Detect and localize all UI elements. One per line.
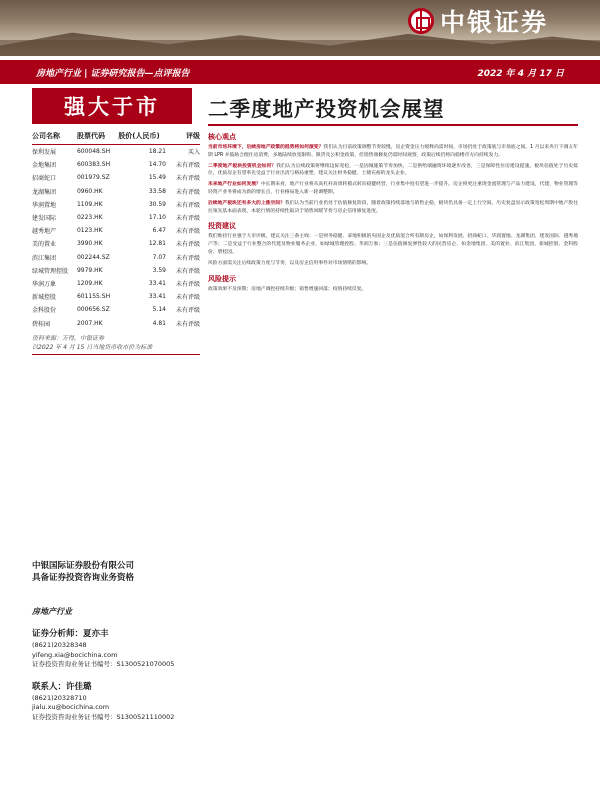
- cell-rating: 未有评级: [175, 320, 200, 328]
- industry-label: 房地产行业: [32, 607, 72, 616]
- paragraph-q2-opportunity-lead: 二季度地产板块投资机会如何？: [208, 163, 277, 169]
- analyst-1-certificate: 证券投资咨询业务证书编号：S1300521070005: [32, 660, 175, 668]
- analyst-1-name: 证券分析师：夏亦丰: [32, 629, 109, 639]
- cell-rating: 未有评级: [175, 307, 200, 315]
- table-row: [32, 171, 200, 184]
- cell-rating: 未有评级: [175, 228, 200, 236]
- cell-code: 0960.HK: [76, 187, 103, 195]
- brand-name: 中银证券: [440, 8, 549, 37]
- paragraph-investment-advice: 我们维持行业强于大市评级，建议关注三条主线：一是财务稳健、拿地积极的央国企及优质混合所有制房企，如保利发展、招商蛇口、华润置地、龙湖集团、建发国际、越秀地产等；二是受益于行业整合的代建及物业服务企业，如绿城管理控股、华润万象；三是估值修复弹性较大的民营房企，如金地集团、美的置业、滨江集团、新城控股、金科股份、碧桂园。: [208, 234, 578, 255]
- cell-company: 保利发展: [32, 149, 57, 157]
- company-name: 中银国际证券股份有限公司: [32, 561, 135, 571]
- cell-company: 华润置地: [32, 201, 57, 209]
- table-row: [32, 211, 200, 224]
- cell-code: 001979.SZ: [76, 174, 110, 182]
- cell-code: 1109.HK: [76, 200, 103, 208]
- table-row: [32, 316, 200, 329]
- table-row: [32, 251, 200, 264]
- cell-rating: 未有评级: [175, 215, 200, 223]
- table-source-line: 资料来源：万得，中银证券: [32, 334, 105, 342]
- report-date: 2022 年 4 月 17 日: [477, 68, 564, 79]
- cell-company: 建发国际: [32, 215, 57, 223]
- cell-company: 新城控股: [32, 294, 57, 302]
- cell-rating: 未有评级: [175, 162, 200, 170]
- cell-price: 33.58: [148, 187, 166, 195]
- col-header-rating: 评级: [170, 128, 200, 145]
- cell-company: 招商蛇口: [32, 175, 57, 183]
- paragraph-upside-space-lead: 后续地产板块还有多大的上涨空间？: [208, 200, 285, 206]
- paragraph-policy-trend-lead: 当前市场环境下，后续房地产政策的趋势将如何演变？: [208, 145, 324, 150]
- paragraph-upside-space: [208, 200, 578, 216]
- paragraph-investment-risk-note: 风险方面需关注后续政策力度与节奏，以及房企信用事件对市场情绪的影响。: [208, 260, 372, 266]
- company-qualification: 具备证券投资咨询业务资格: [32, 573, 135, 583]
- col-header-code: 股票代码: [77, 128, 118, 145]
- paragraph-industry-future-body: 中长期来看，地产行业将从高杠杆高周转模式转向稳健经营，行业集中度有望进一步提升。房企将更注重现金流管理与产品力建设，代建、物业管理等轻资产业务将成为新的增长点，行业格局进入新一轮调整期。: [208, 182, 578, 195]
- cell-rating: 未有评级: [175, 201, 200, 209]
- cell-company: 碧桂园: [32, 320, 51, 328]
- cell-code: 0123.HK: [76, 227, 103, 235]
- cell-rating: 未有评级: [175, 188, 200, 196]
- cell-company: 华润万象: [32, 280, 57, 288]
- cell-company: 金科股份: [32, 307, 57, 315]
- cell-price: 3.59: [152, 266, 166, 274]
- table-row: [32, 224, 200, 237]
- cell-code: 3990.HK: [76, 240, 103, 248]
- cell-company: 龙湖集团: [32, 188, 57, 196]
- cell-rating: 未有评级: [175, 241, 200, 249]
- analyst-2-email[interactable]: jialu.xu@bocichina.com: [32, 703, 110, 711]
- analyst-2-certificate: 证券投资咨询业务证书编号：S1300521110002: [32, 712, 175, 721]
- report-breadcrumb: 房地产行业 | 证券研究报告—点评报告: [36, 68, 190, 79]
- analyst-1-email[interactable]: yifeng.xia@bocichina.com: [32, 650, 118, 659]
- industry-rating: 强大于市: [32, 88, 192, 124]
- table-row: [32, 185, 200, 198]
- cell-price: 18.21: [148, 148, 166, 156]
- cell-price: 5.14: [152, 306, 166, 314]
- cell-rating: 未有评级: [175, 254, 200, 262]
- table-price-basis-line: 以2022 年 4 月 15 日当地货币收市价为标准: [32, 343, 153, 351]
- paragraph-q2-opportunity-body: 我们认为后续政策将继续边际宽松，一是因城施策节奏加快，二是供给端融资环境逐步改善，三是保障性住房建设提速。板块估值处于历史低位，优质房企有望率先受益于行业出清与格局重塑，建议关注财务稳健、土储充裕的龙头企业。: [208, 163, 578, 177]
- col-header-company: 公司名称: [32, 128, 77, 145]
- cell-price: 6.47: [152, 227, 166, 235]
- stock-table-body: [32, 145, 200, 330]
- cell-code: 002244.SZ: [76, 253, 110, 261]
- cell-rating: 买入: [187, 149, 200, 157]
- risk-warning-heading: 风险提示: [208, 274, 236, 283]
- paragraph-industry-future: [208, 181, 578, 197]
- company-logo: [408, 6, 598, 36]
- stock-table: [32, 128, 200, 330]
- table-row: [32, 290, 200, 303]
- company-info: [32, 560, 200, 722]
- paragraph-upside-space-body: 我们认为当前行业仍处于估值修复阶段，随着政策持续落地与销售企稳，板块仍具备一定上行空间。历史复盘显示政策宽松周期中地产股往往领先基本面表现，本轮行情的持续性取决于销售回暖节奏与房企信用修复进度。: [208, 200, 578, 214]
- analyst-1-phone: (8621)20328348: [32, 641, 87, 649]
- header-banner: [0, 0, 600, 56]
- cell-rating: 未有评级: [175, 280, 200, 288]
- investment-advice-heading: 投资建议: [208, 222, 236, 231]
- cell-company: 金地集团: [32, 162, 57, 170]
- cell-price: 4.81: [152, 319, 166, 327]
- table-row: [32, 145, 200, 159]
- cell-code: 600048.SH: [76, 148, 111, 156]
- cell-code: 000656.SZ: [76, 306, 110, 314]
- paragraph-policy-trend-body: 我们认为目前政策调整节奏较慢，房企资金压力缓释尚需时间，市场仍处于政策底与市场底之间。1 月以来央行下调五年期 LPR 并鼓励合理住房消费，多地陆续放宽限购、限贷及公积金政策，但销售端修复仍需时间观察，政策后续仍将向稳楼市方向持续发力。: [208, 145, 578, 158]
- cell-company: 滨江集团: [32, 254, 57, 262]
- cell-rating: 未有评级: [175, 175, 200, 183]
- cell-price: 30.59: [148, 200, 166, 208]
- col-header-price: 股价(人民币): [118, 128, 170, 145]
- paragraph-industry-future-lead: 未来地产行业如何发展？: [208, 182, 261, 188]
- table-row: [32, 198, 200, 211]
- cell-code: 600383.SH: [76, 161, 111, 169]
- table-row: [32, 237, 200, 250]
- boc-logo-icon: [408, 8, 434, 34]
- analyst-block-1: [32, 627, 200, 670]
- cell-price: 33.41: [148, 293, 166, 301]
- table-row: [32, 158, 200, 171]
- cell-price: 7.07: [152, 253, 166, 261]
- cell-company: 越秀地产: [32, 228, 57, 236]
- report-meta-bar: [0, 60, 600, 84]
- table-row: [32, 277, 200, 290]
- title-divider: [208, 124, 578, 126]
- cell-company: 绿城管理控股: [32, 267, 69, 275]
- cell-price: 15.49: [148, 174, 166, 182]
- cell-code: 0223.HK: [76, 214, 103, 222]
- cell-price: 12.81: [148, 240, 166, 248]
- table-source-note: [32, 334, 200, 355]
- banner-rooftop-shadow: [0, 40, 600, 56]
- report-title: 二季度地产投资机会展望: [208, 97, 445, 121]
- cell-code: 1209.HK: [76, 279, 103, 287]
- cell-rating: 未有评级: [175, 267, 200, 275]
- main-content: [208, 84, 578, 296]
- table-row: [32, 264, 200, 277]
- core-views-heading: 核心观点: [208, 133, 236, 141]
- table-row: [32, 303, 200, 316]
- stock-table-header: [32, 128, 200, 145]
- paragraph-risk-warning: 政策效果不及预期；房地产调控持续升级；销售增速回落；疫情持续反复。: [208, 286, 367, 292]
- cell-code: 9979.HK: [76, 266, 103, 274]
- cell-price: 17.10: [148, 214, 166, 222]
- cell-code: 2007.HK: [76, 319, 103, 327]
- analyst-2-name: 联系人：许佳璐: [32, 681, 92, 692]
- cell-price: 14.70: [148, 161, 166, 169]
- cell-price: 33.41: [148, 279, 166, 287]
- cell-code: 601155.SH: [76, 293, 111, 301]
- analyst-block-2: [32, 680, 200, 723]
- paragraph-policy-trend: [208, 144, 578, 160]
- analyst-2-phone: (8621)20328710: [32, 693, 87, 702]
- cell-company: 美的置业: [32, 241, 57, 249]
- cell-rating: 未有评级: [175, 294, 200, 302]
- paragraph-q2-opportunity: [208, 163, 578, 179]
